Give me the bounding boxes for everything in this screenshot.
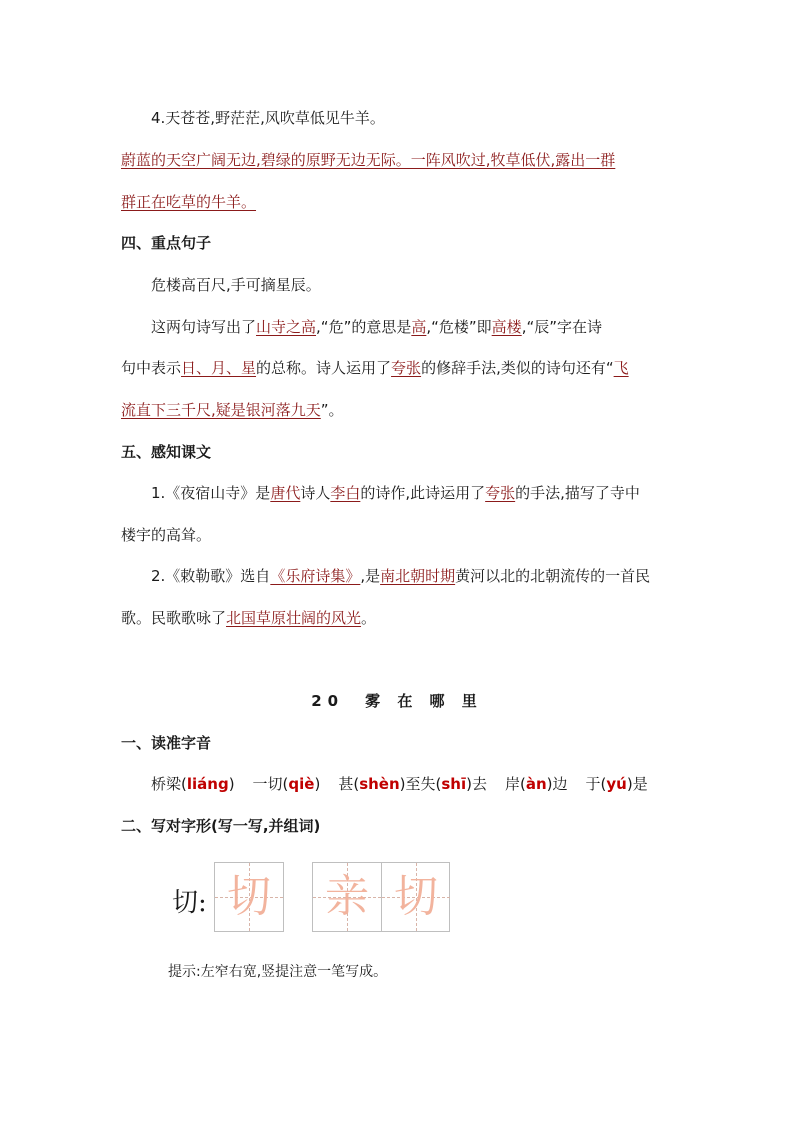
answer-blank: 《乐府诗集》	[270, 567, 361, 585]
answer-blank: 北国草原壮阔的风光	[226, 609, 362, 627]
answer-4-line2: 群正在吃草的牛羊。	[121, 193, 257, 211]
analysis-line1	[151, 316, 602, 338]
text: ,“危楼”即	[426, 318, 492, 336]
text-line4	[121, 607, 376, 629]
section-heading-1: 一、读准字音	[121, 734, 212, 752]
answer-blank: 唐代	[270, 484, 301, 502]
lesson-title: 20 雾 在 哪 里	[311, 692, 483, 710]
answer-blank: 飞	[613, 359, 629, 377]
pinyin-item: 失(shī)去	[420, 775, 487, 793]
char-glyph: 切	[394, 871, 438, 922]
answer-blank: 南北朝时期	[380, 567, 456, 585]
pinyin-item: 桥梁(liáng)	[151, 775, 235, 793]
text: 这两句诗写出了	[151, 318, 257, 336]
answer-4-line1: 蔚蓝的天空广阔无边,碧绿的原野无边无际。一阵风吹过,牧草低伏,露出一群	[121, 151, 616, 169]
char-glyph: 切	[227, 871, 271, 922]
text-line1	[151, 482, 640, 504]
pinyin-item: 于(yú)是	[585, 775, 648, 793]
text: 2.《敕勒歌》选自	[151, 567, 271, 585]
section-heading-4: 四、重点句子	[121, 234, 212, 252]
text: 。	[361, 609, 377, 627]
answer-blank: 夸张	[391, 359, 422, 377]
writing-tip: 提示:左窄右宽,竖提注意一笔写成。	[168, 964, 388, 980]
answer-blank: 山寺之高	[256, 318, 317, 336]
writing-grid-word	[312, 862, 450, 932]
text: 黄河以北的北朝流传的一首民	[455, 567, 651, 585]
grid-cell	[382, 863, 450, 931]
writing-grid-single	[214, 862, 284, 932]
text: 1.《夜宿山寺》是	[151, 484, 271, 502]
question-4: 4.天苍苍,野茫茫,风吹草低见牛羊。	[151, 109, 385, 127]
section-heading-2: 二、写对字形(写一写,并组词)	[121, 817, 321, 835]
answer-blank: 夸张	[485, 484, 516, 502]
text: 的总称。诗人运用了	[256, 359, 392, 377]
pinyin-item: 一切(qiè)	[252, 775, 321, 793]
answer-blank: 日、月、星	[181, 359, 257, 377]
text: ,“辰”字在诗	[521, 318, 602, 336]
key-sentence: 危楼高百尺,手可摘星辰。	[151, 276, 321, 294]
text: 歌。民歌歌咏了	[121, 609, 227, 627]
pinyin-row	[151, 773, 648, 795]
text-line2: 楼宇的高耸。	[121, 526, 212, 544]
pinyin-item: 甚(shèn)至	[338, 775, 421, 793]
section-heading-5: 五、感知课文	[121, 443, 212, 461]
text-line3	[151, 565, 650, 587]
text: 诗人	[300, 484, 331, 502]
char-label: 切:	[172, 888, 207, 918]
text: 的手法,描写了寺中	[515, 484, 640, 502]
grid-cell	[215, 863, 283, 931]
pinyin-item: 岸(àn)边	[504, 775, 568, 793]
text: ”。	[320, 401, 344, 419]
answer-blank: 流直下三千尺,疑是银河落九天	[121, 401, 321, 419]
text: 的修辞手法,类似的诗句还有“	[421, 359, 614, 377]
analysis-line3	[121, 399, 344, 421]
answer-blank: 李白	[330, 484, 361, 502]
answer-blank: 高	[411, 318, 427, 336]
analysis-line2	[121, 357, 629, 379]
text: ,是	[360, 567, 381, 585]
char-glyph: 亲	[325, 871, 369, 922]
text: 句中表示	[121, 359, 182, 377]
grid-cell	[313, 863, 381, 931]
answer-blank: 高楼	[491, 318, 522, 336]
text: 的诗作,此诗运用了	[360, 484, 486, 502]
text: ,“危”的意思是	[316, 318, 412, 336]
